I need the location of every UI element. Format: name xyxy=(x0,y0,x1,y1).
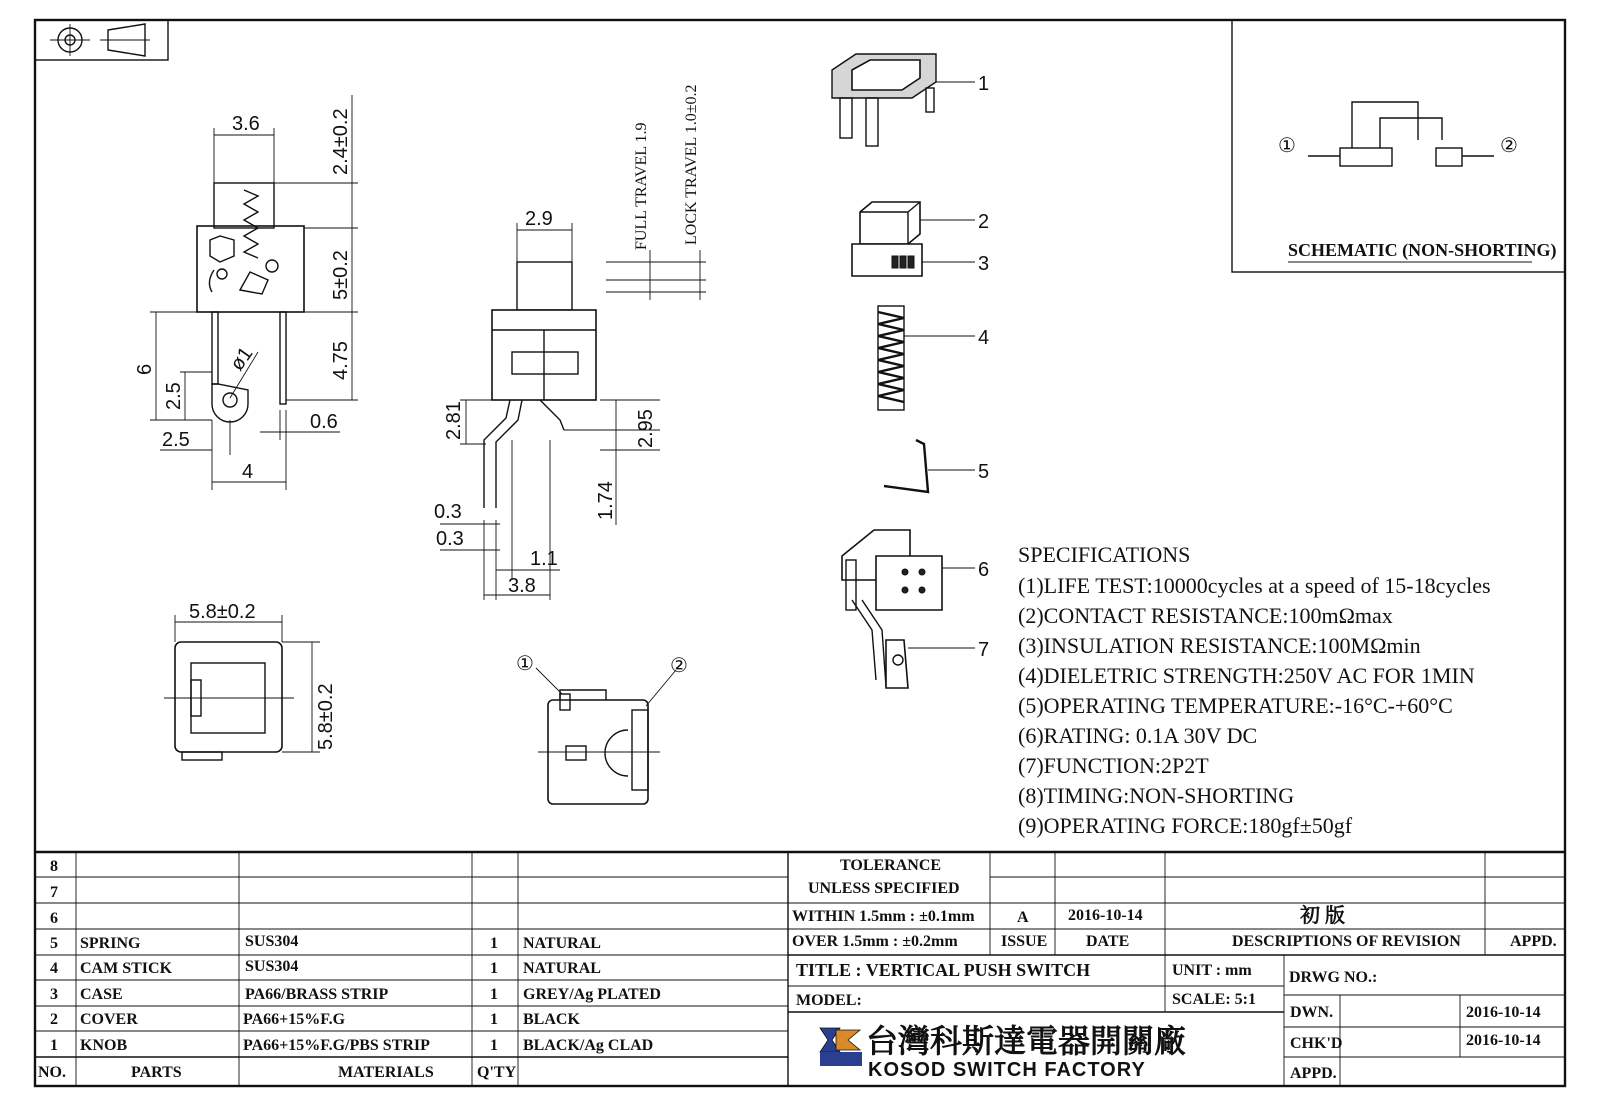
part-5-cam-stick xyxy=(884,440,975,492)
dim-1-1: 1.1 xyxy=(530,548,558,570)
row-part: CAM STICK xyxy=(80,960,173,977)
row-finish: NATURAL xyxy=(523,935,601,952)
row-qty: 1 xyxy=(490,960,498,977)
spec-item-2: (2)CONTACT RESISTANCE:100mΩmax xyxy=(1018,603,1393,628)
dim-2-81: 2.81 xyxy=(443,401,465,440)
row-qty: 1 xyxy=(490,1037,498,1054)
row-finish: NATURAL xyxy=(523,960,601,977)
row-no: 8 xyxy=(50,858,58,875)
part-3-case xyxy=(852,244,975,276)
dwn-date: 2016-10-14 xyxy=(1466,1004,1541,1021)
spec-item-7: (7)FUNCTION:2P2T xyxy=(1018,753,1209,778)
issue-label: ISSUE xyxy=(1001,933,1048,950)
row-no: 2 xyxy=(50,1011,58,1028)
part-2-cover xyxy=(860,202,975,244)
date-value: 2016-10-14 xyxy=(1068,907,1143,924)
drawing-title: TITLE : VERTICAL PUSH SWITCH xyxy=(796,960,1091,980)
callout-5: 5 xyxy=(978,461,990,483)
unit-label: UNIT : mm xyxy=(1172,962,1252,979)
scale-label: SCALE: 5:1 xyxy=(1172,991,1257,1008)
chkd-label: CHK'D xyxy=(1290,1035,1343,1052)
callout-7: 7 xyxy=(978,639,990,661)
part-6-7-housing xyxy=(842,530,975,688)
spec-item-9: (9)OPERATING FORCE:180gf±50gf xyxy=(1018,813,1353,838)
row-finish: BLACK/Ag CLAD xyxy=(523,1037,654,1054)
header-materials: MATERIALS xyxy=(338,1064,434,1081)
company-name-english: KOSOD SWITCH FACTORY xyxy=(868,1059,1146,1081)
company-name-chinese: 台灣科斯達電器開關廠 xyxy=(866,1022,1187,1060)
chkd-date: 2016-10-14 xyxy=(1466,1032,1541,1049)
tolerance-within: WITHIN 1.5mm : ±0.1mm xyxy=(792,908,975,925)
dim-0-3-bottom: 0.3 xyxy=(436,528,464,550)
top-view xyxy=(164,615,320,760)
tolerance-title: TOLERANCE xyxy=(840,857,942,874)
pin-2-label: ② xyxy=(670,655,688,677)
dwn-label: DWN. xyxy=(1290,1004,1334,1021)
dim-3-6: 3.6 xyxy=(232,113,260,135)
row-part: SPRING xyxy=(80,935,141,952)
revision-value: 初 版 xyxy=(1300,905,1345,927)
spec-item-8: (8)TIMING:NON-SHORTING xyxy=(1018,783,1295,808)
schematic-label: SCHEMATIC (NON-SHORTING) xyxy=(1288,240,1557,260)
header-qty: Q'TY xyxy=(477,1064,517,1081)
row-no: 4 xyxy=(50,960,58,977)
dim-4-75: 4.75 xyxy=(330,341,352,380)
schematic-pin-1: ① xyxy=(1278,135,1296,157)
row-qty: 1 xyxy=(490,935,498,952)
row-no: 7 xyxy=(50,884,58,901)
dim-2-9: 2.9 xyxy=(525,208,553,230)
row-material: PA66/BRASS STRIP xyxy=(245,986,389,1003)
dim-5-8-horizontal: 5.8±0.2 xyxy=(189,601,256,623)
row-finish: GREY/Ag PLATED xyxy=(523,986,661,1003)
header-parts: PARTS xyxy=(131,1064,182,1081)
callout-3: 3 xyxy=(978,253,990,275)
specifications xyxy=(1018,542,1491,838)
pin-1-label: ① xyxy=(516,653,534,675)
row-part: COVER xyxy=(80,1011,138,1028)
tolerance-sub: UNLESS SPECIFIED xyxy=(808,880,960,897)
dim-dia-1: ø1 xyxy=(226,343,258,375)
part-1-knob xyxy=(832,54,975,146)
full-travel-label: FULL TRAVEL 1.9 xyxy=(633,122,650,250)
spec-item-3: (3)INSULATION RESISTANCE:100MΩmin xyxy=(1018,633,1421,658)
dim-5-8-vertical: 5.8±0.2 xyxy=(315,683,337,750)
row-finish: BLACK xyxy=(523,1011,580,1028)
title-block xyxy=(788,852,1565,1086)
bottom-view xyxy=(536,668,676,804)
dim-3-8: 3.8 xyxy=(508,575,536,597)
lock-travel-label: LOCK TRAVEL 1.0±0.2 xyxy=(683,84,700,245)
dim-2-5-horizontal: 2.5 xyxy=(162,429,190,451)
dim-2-5-vertical: 2.5 xyxy=(163,382,185,410)
appd2-label: APPD. xyxy=(1290,1065,1337,1082)
dim-1-74: 1.74 xyxy=(595,481,617,520)
schematic-pin-2: ② xyxy=(1500,135,1518,157)
drawing-number-label: DRWG NO.: xyxy=(1289,969,1378,986)
company-logo xyxy=(820,1028,862,1066)
callout-4: 4 xyxy=(978,327,990,349)
row-no: 5 xyxy=(50,935,58,952)
tolerance-over: OVER 1.5mm : ±0.2mm xyxy=(792,933,958,950)
header-no: NO. xyxy=(38,1064,66,1081)
dim-2-95: 2.95 xyxy=(635,409,657,448)
row-no: 6 xyxy=(50,910,58,927)
row-material: PA66+15%F.G/PBS STRIP xyxy=(243,1037,430,1054)
row-qty: 1 xyxy=(490,986,498,1003)
appd-label: APPD. xyxy=(1510,933,1557,950)
row-part: KNOB xyxy=(80,1037,128,1054)
spec-heading: SPECIFICATIONS xyxy=(1018,542,1191,567)
row-material: SUS304 xyxy=(245,933,299,950)
front-view xyxy=(440,223,706,600)
model-label: MODEL: xyxy=(796,992,862,1009)
row-material: SUS304 xyxy=(245,958,299,975)
part-4-spring xyxy=(878,306,975,410)
dim-6: 6 xyxy=(134,363,156,375)
callout-6: 6 xyxy=(978,559,990,581)
date-label: DATE xyxy=(1086,933,1130,950)
row-qty: 1 xyxy=(490,1011,498,1028)
callout-1: 1 xyxy=(978,73,990,95)
issue-value: A xyxy=(1017,909,1029,926)
projection-symbol xyxy=(35,20,168,60)
row-material: PA66+15%F.G xyxy=(243,1011,346,1028)
dim-0-3-top: 0.3 xyxy=(434,501,462,523)
callout-2: 2 xyxy=(978,211,990,233)
spec-item-6: (6)RATING: 0.1A 30V DC xyxy=(1018,723,1258,748)
row-no: 1 xyxy=(50,1037,58,1054)
dim-0-6: 0.6 xyxy=(310,411,338,433)
spec-item-5: (5)OPERATING TEMPERATURE:-16°C-+60°C xyxy=(1018,693,1453,718)
dim-4: 4 xyxy=(242,461,254,483)
dim-5: 5±0.2 xyxy=(330,250,352,300)
revision-label: DESCRIPTIONS OF REVISION xyxy=(1232,933,1461,950)
spec-item-4: (4)DIELETRIC STRENGTH:250V AC FOR 1MIN xyxy=(1018,663,1475,688)
row-part: CASE xyxy=(80,986,123,1003)
dim-2-4: 2.4±0.2 xyxy=(330,108,352,175)
spec-item-1: (1)LIFE TEST:10000cycles at a speed of 15-18cycles xyxy=(1018,573,1491,598)
row-no: 3 xyxy=(50,986,58,1003)
